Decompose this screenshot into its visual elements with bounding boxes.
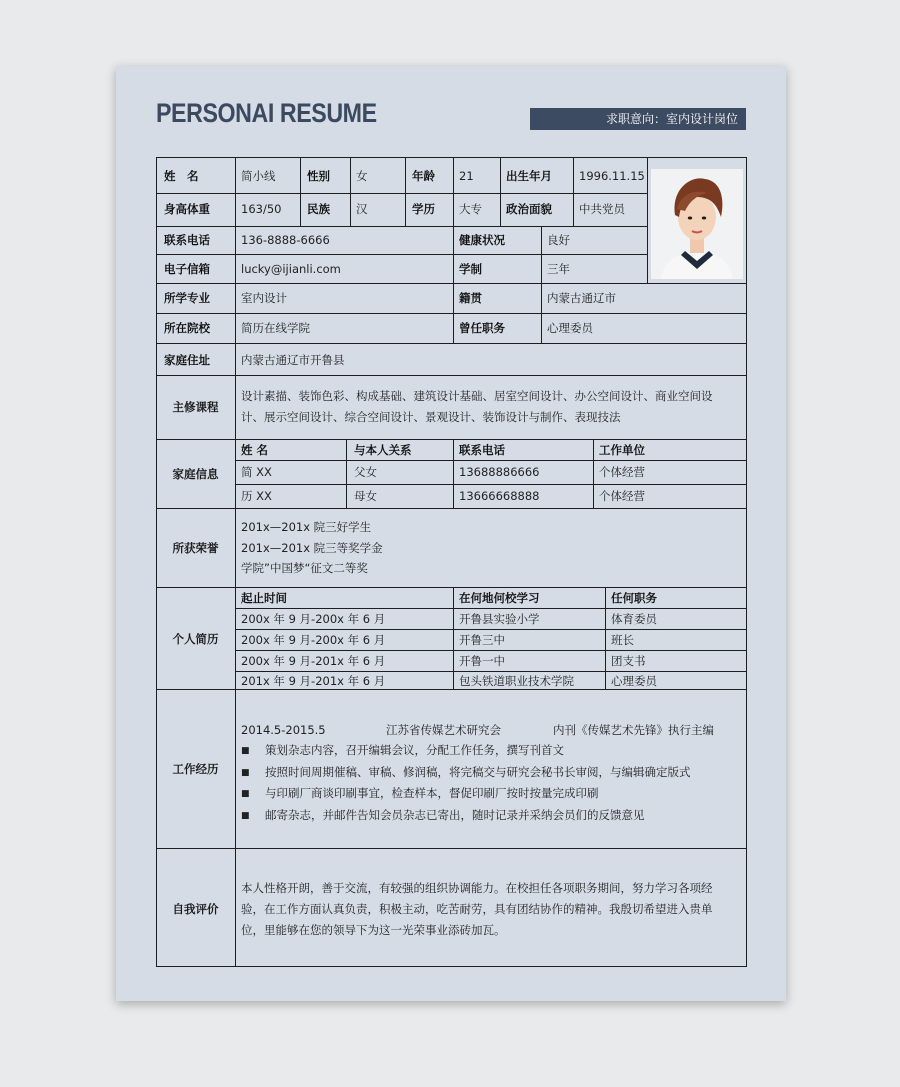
- profile-photo: [651, 169, 743, 279]
- work-label: 工作经历: [172, 762, 219, 776]
- duration-value: 三年: [547, 262, 570, 276]
- ethnic-label: 民族: [307, 202, 330, 216]
- family-cell: 父女: [354, 465, 377, 479]
- height-label: 身高体重: [164, 202, 210, 216]
- family-cell: 13666668888: [459, 489, 540, 503]
- resume-cell: 体育委员: [611, 612, 657, 626]
- politics-label: 政治面貌: [506, 202, 552, 216]
- school-value: 简历在线学院: [241, 321, 310, 335]
- work-org: 江苏省传媒艺术研究会: [386, 723, 501, 737]
- address-value: 内蒙古通辽市开鲁县: [241, 353, 345, 367]
- age-value: 21: [459, 169, 474, 183]
- resume-paper: [116, 66, 786, 1001]
- resume-header-school: 在何地何校学习: [459, 591, 540, 605]
- phone-label: 联系电话: [164, 233, 210, 247]
- family-cell: 个体经营: [599, 489, 645, 503]
- family-header-name: 姓 名: [241, 443, 269, 457]
- ethnic-value: 汉: [356, 202, 368, 216]
- school-label: 所在院校: [164, 321, 210, 335]
- self-line: 验，在工作方面认真负责，积极主动，吃苦耐劳，具有团结协作的精神。我殷切希望进入贵单: [241, 902, 713, 916]
- family-cell: 母女: [354, 489, 377, 503]
- resume-cell: 包头铁道职业技术学院: [459, 674, 574, 688]
- family-cell: 个体经营: [599, 465, 645, 479]
- age-label: 年龄: [412, 169, 435, 183]
- honor-item: 201x—201x 院三好学生: [241, 520, 372, 534]
- position-label: 曾任职务: [459, 321, 505, 335]
- work-bullet: ■ 按照时间周期催稿、审稿、修润稿，将完稿交与研究会秘书长审阅，与编辑确定版式: [241, 762, 691, 784]
- politics-value: 中共党员: [579, 202, 625, 216]
- courses-line: 计、展示空间设计、综合空间设计、景观设计、装饰设计与制作、表现技法: [241, 410, 621, 424]
- work-bullets: [241, 740, 691, 826]
- gender-value: 女: [356, 169, 368, 183]
- resume-title: PERSONAI RESUME: [156, 98, 377, 128]
- native-label: 籍贯: [459, 291, 482, 305]
- work-bullet: ■ 与印刷厂商谈印刷事宜，检查样本，督促印刷厂按时按量完成印刷: [241, 783, 691, 805]
- family-label: 家庭信息: [172, 467, 219, 481]
- work-role: 内刊《传媒艺术先锋》执行主编: [553, 723, 714, 737]
- courses-line: 设计素描、装饰色彩、构成基础、建筑设计基础、居室空间设计、办公空间设计、商业空间设: [241, 389, 713, 403]
- email-value: lucky@ijianli.com: [241, 262, 341, 276]
- resume-cell: 开鲁三中: [459, 633, 505, 647]
- name-label: 姓 名: [164, 169, 199, 183]
- resume-cell: 201x 年 9 月-201x 年 6 月: [241, 674, 386, 688]
- resume-cell: 200x 年 9 月-201x 年 6 月: [241, 654, 386, 668]
- major-value: 室内设计: [241, 291, 287, 305]
- position-value: 心理委员: [547, 321, 593, 335]
- self-text: [241, 878, 713, 941]
- resume-cell: 开鲁一中: [459, 654, 505, 668]
- phone-value: 136-8888-6666: [241, 233, 330, 247]
- email-label: 电子信箱: [164, 262, 210, 276]
- resume-header-period: 起止时间: [241, 591, 287, 605]
- work-bullet: ■ 策划杂志内容，召开编辑会议，分配工作任务，撰写刊首文: [241, 740, 691, 762]
- person-portrait-icon: [651, 169, 743, 279]
- honor-item: 学院”中国梦“征文二等奖: [241, 561, 368, 575]
- work-period: 2014.5-2015.5: [241, 723, 326, 737]
- health-label: 健康状况: [459, 233, 505, 247]
- edu-value: 大专: [459, 202, 482, 216]
- resume-header-role: 任何职务: [611, 591, 657, 605]
- work-bullet: ■ 邮寄杂志，并邮件告知会员杂志已寄出，随时记录并采纳会员们的反馈意见: [241, 805, 691, 827]
- resume-cell: 开鲁县实验小学: [459, 612, 540, 626]
- self-label: 自我评价: [172, 902, 219, 916]
- family-cell: 13688886666: [459, 465, 540, 479]
- address-label: 家庭住址: [164, 353, 210, 367]
- resume-cell: 200x 年 9 月-200x 年 6 月: [241, 612, 386, 626]
- birth-value: 1996.11.15: [579, 169, 645, 183]
- family-header-phone: 联系电话: [459, 443, 505, 457]
- job-intent-banner: 求职意向：室内设计岗位: [530, 108, 746, 130]
- height-value: 163/50: [241, 202, 282, 216]
- birth-label: 出生年月: [506, 169, 552, 183]
- courses-label: 主修课程: [172, 400, 219, 414]
- family-cell: 历 XX: [241, 489, 272, 503]
- courses-text: [241, 386, 713, 428]
- resume-cell: 团支书: [611, 654, 646, 668]
- edu-label: 学历: [412, 202, 435, 216]
- health-value: 良好: [547, 233, 570, 247]
- major-label: 所学专业: [164, 291, 210, 305]
- resume-cell: 心理委员: [611, 674, 657, 688]
- family-cell: 简 XX: [241, 465, 272, 479]
- honors-label: 所获荣誉: [172, 541, 219, 555]
- resume-cell: 200x 年 9 月-200x 年 6 月: [241, 633, 386, 647]
- resume-label: 个人简历: [172, 632, 219, 646]
- self-line: 位，里能够在您的领导下为这一光荣事业添砖加瓦。: [241, 923, 506, 937]
- family-header-relation: 与本人关系: [354, 443, 412, 457]
- duration-label: 学制: [459, 262, 482, 276]
- family-header-employer: 工作单位: [599, 443, 645, 457]
- gender-label: 性别: [307, 169, 330, 183]
- name-value: 简小线: [241, 169, 276, 183]
- resume-cell: 班长: [611, 633, 634, 647]
- self-line: 本人性格开朗，善于交流，有较强的组织协调能力。在校担任各项职务期间，努力学习各项经: [241, 881, 713, 895]
- native-value: 内蒙古通辽市: [547, 291, 616, 305]
- honors-list: [241, 517, 383, 579]
- honor-item: 201x—201x 院三等奖学金: [241, 540, 383, 555]
